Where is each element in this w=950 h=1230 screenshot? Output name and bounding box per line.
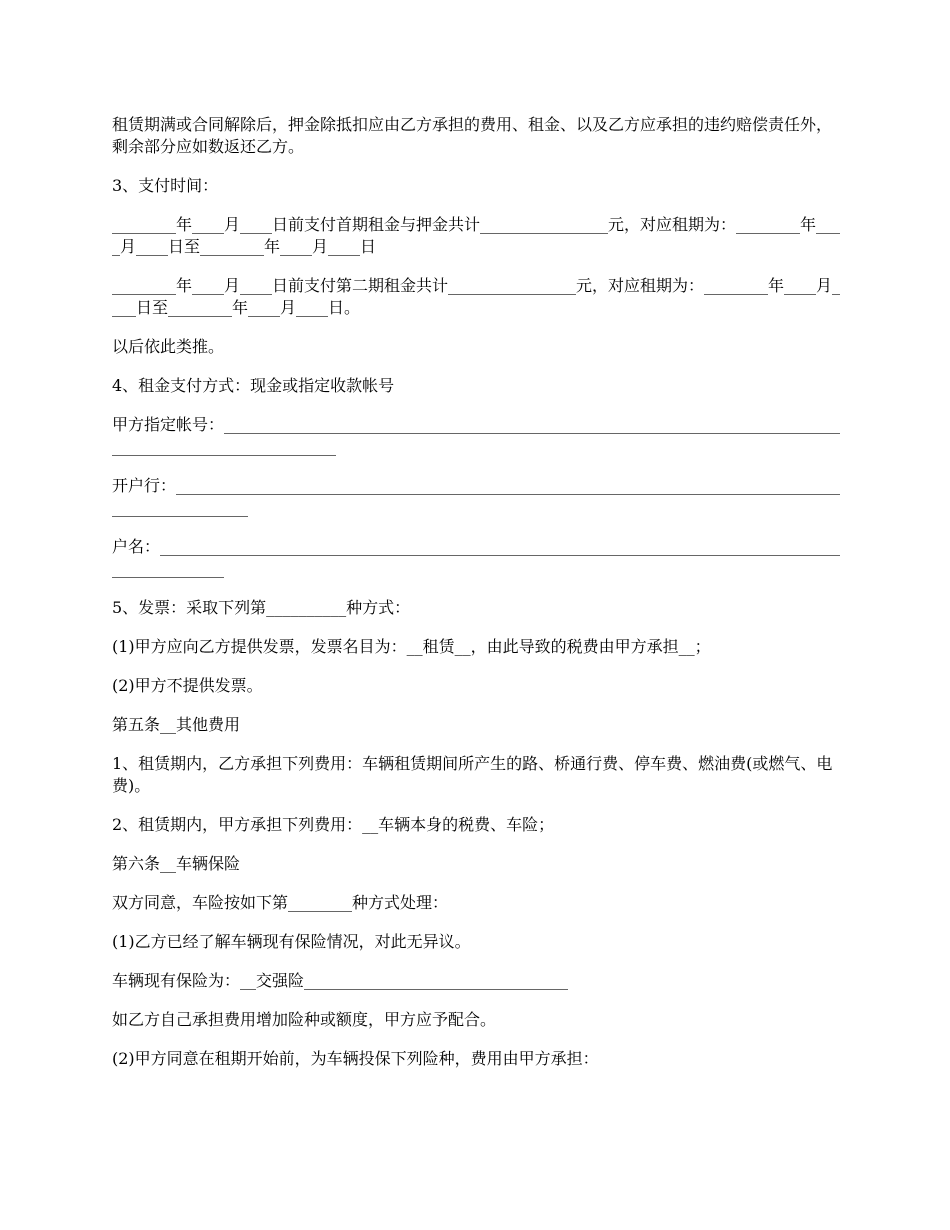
- field-party-a-account: 甲方指定帐号：_________________________________________________________________________________________________________: [112, 415, 841, 456]
- field-bank: 开户行：____________________________________________________________________________________________________: [112, 476, 841, 517]
- insurance-option-1: (1)乙方已经了解车辆现有保险情况，对此无异议。: [112, 932, 471, 951]
- current-insurance: 车辆现有保险为：__交强险_________________________________: [112, 971, 569, 990]
- article-5-clause-2: 2、租赁期内，甲方承担下列费用：__车辆本身的税费、车险；: [112, 815, 555, 834]
- paragraph-second-payment: ________年____月____日前支付第二期租金共计________________元，对应租期为：________年____月____日至________年____月____日。: [112, 276, 841, 317]
- invoice-option-1: (1)甲方应向乙方提供发票，发票名目为：__租赁__，由此导致的税费由甲方承担__；: [112, 637, 711, 656]
- heading-payment-time: 3、支付时间：: [112, 176, 219, 195]
- invoice-option-2: (2)甲方不提供发票。: [112, 676, 263, 695]
- insurance-method-choice: 双方同意，车险按如下第________种方式处理：: [112, 893, 449, 912]
- paragraph-and-so-on: 以后依此类推。: [112, 337, 225, 356]
- field-account-name: 户名：___________________________________________________________________________________________________: [112, 537, 841, 578]
- paragraph-first-payment: ________年____月____日前支付首期租金与押金共计________________元，对应租期为：________年____月____日至________年____月____日: [112, 215, 841, 256]
- heading-invoice: 5、发票：采取下列第__________种方式：: [112, 598, 411, 617]
- document-page: [112, 114, 840, 1087]
- additional-insurance-note: 如乙方自己承担费用增加险种或额度，甲方应予配合。: [112, 1010, 497, 1029]
- article-6-title: 第六条__车辆保险: [112, 854, 241, 873]
- paragraph-deposit-return: 租赁期满或合同解除后，押金除抵扣应由乙方承担的费用、租金、以及乙方应承担的违约赔偿责任外，剩余部分应如数返还乙方。: [112, 115, 833, 156]
- heading-payment-method: 4、租金支付方式：现金或指定收款帐号: [112, 376, 395, 395]
- article-5-title: 第五条__其他费用: [112, 715, 241, 734]
- insurance-option-2: (2)甲方同意在租期开始前，为车辆投保下列险种，费用由甲方承担：: [112, 1049, 599, 1068]
- article-5-clause-1: 1、租赁期内，乙方承担下列费用：车辆租赁期间所产生的路、桥通行费、停车费、燃油费(或燃气、电费)。: [112, 754, 833, 795]
